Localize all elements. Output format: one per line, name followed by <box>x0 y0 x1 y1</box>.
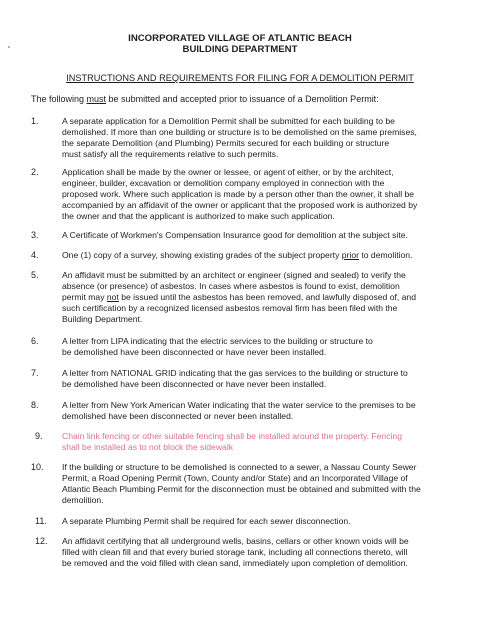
item-line: Chain link fencing or other suitable fencing shall be installed around the property. Fencing <box>62 431 402 441</box>
item-emphasis: prior <box>341 250 359 260</box>
item-line: Application shall be made by the owner or lessee, or agent of either, or by the architect, <box>62 167 394 177</box>
list-item <box>62 336 468 358</box>
item-line: Building Department. <box>62 314 143 324</box>
item-line: demolished. If more than one building or structure is to be demolished on the same premises, <box>62 127 417 137</box>
item-number: 11. <box>35 516 47 526</box>
intro-text <box>31 94 461 105</box>
document-title: INSTRUCTIONS AND REQUIREMENTS FOR FILING FOR A DEMOLITION PERMIT <box>66 73 414 83</box>
item-number: 1. <box>31 116 39 126</box>
item-number: 7. <box>31 368 39 378</box>
item-emphasis: not <box>106 292 119 302</box>
list-item <box>62 270 468 325</box>
item-line <box>62 250 468 261</box>
item-line: the owner and that the applicant is authorized to make such application. <box>62 211 335 221</box>
item-line: be removed and the void filled with clean sand, immediately upon completion of demolition. <box>62 558 408 568</box>
list-item <box>62 250 468 261</box>
item-text: be issued until the asbestos has been removed, and lawfully disposed of, and <box>118 292 416 302</box>
item-number: 2. <box>31 167 39 177</box>
list-item <box>62 516 468 527</box>
list-item <box>62 167 468 222</box>
item-line: demolished have been disconnected or never been installed. <box>62 411 294 421</box>
item-line: be demolished have been disconnected or have never been installed. <box>62 347 327 357</box>
list-item <box>62 116 468 160</box>
item-line: A separate application for a Demolition Permit shall be submitted for each building to be <box>62 116 395 126</box>
intro-emphasis: must <box>86 94 107 104</box>
item-line: A letter from NATIONAL GRID indicating that the gas services to the building or structure to <box>62 368 408 378</box>
item-line: Atlantic Beach Plumbing Permit for the disconnection must be obtained and submitted with the <box>62 484 421 494</box>
item-line: absence (or presence) of asbestos. In cases where asbestos is found to exist, demolition <box>62 281 400 291</box>
header-organization: INCORPORATED VILLAGE OF ATLANTIC BEACH <box>128 33 352 44</box>
item-number: 8. <box>31 400 39 410</box>
item-line: engineer, builder, excavation or demolition company employed in connection with the <box>62 178 385 188</box>
item-line: accompanied by an affidavit of the owner or applicant that the proposed work is authorized by <box>62 200 418 210</box>
item-line: such certification by a recognized licensed asbestos removal firm has been filed with the <box>62 303 398 313</box>
item-line: the separate Demolition (and Plumbing) Permits secured for each building or structure <box>62 138 390 148</box>
list-item <box>62 536 468 569</box>
item-line: be demolished have been disconnected or have never been installed. <box>62 379 327 389</box>
item-line: must satisfy all the requirements relative to such permits. <box>62 149 279 159</box>
list-item <box>62 368 468 390</box>
item-number: 9. <box>35 431 43 441</box>
item-line: A letter from LIPA indicating that the electric services to the building or structure to <box>62 336 373 346</box>
item-line: If the building or structure to be demolished is connected to a sewer, a Nassau County Sewer <box>62 462 417 472</box>
item-line: A Certificate of Workmen's Compensation Insurance good for demolition at the subject site. <box>62 230 408 240</box>
list-item <box>62 230 468 241</box>
item-number: 10. <box>31 462 44 472</box>
item-line: proposed work. Where such application is made by a person other than the owner, it shall be <box>62 189 415 199</box>
list-item-highlighted <box>62 431 468 453</box>
item-line: filled with clean fill and that every buried storage tank, including all connections thereto, will <box>62 547 408 557</box>
header-department: BUILDING DEPARTMENT <box>182 44 298 55</box>
item-line <box>62 292 468 303</box>
list-item <box>62 400 468 422</box>
item-number: 3. <box>31 230 39 240</box>
item-text: to demolition. <box>358 250 413 260</box>
item-line: demolition. <box>62 495 104 505</box>
intro-pre: The following <box>31 94 87 104</box>
item-line: A letter from New York American Water indicating that the water service to the premises to be <box>62 400 416 410</box>
intro-post: be submitted and accepted prior to issuance of a Demolition Permit: <box>106 94 379 104</box>
item-number: 5. <box>31 270 39 280</box>
item-line: Permit, a Road Opening Permit (Town, County and/or State) and an Incorporated Village of <box>62 473 408 483</box>
item-number: 12. <box>35 536 48 546</box>
item-line: An affidavit certifying that all underground wells, basins, cellars or other known voids will be <box>62 536 409 546</box>
item-line: A separate Plumbing Permit shall be required for each sewer disconnection. <box>62 516 351 526</box>
item-line: An affidavit must be submitted by an architect or engineer (signed and sealed) to verify the <box>62 270 406 280</box>
item-line: shall be installed as to not block the sidewalk <box>62 442 234 452</box>
item-text: One (1) copy of a survey, showing existing grades of the subject property <box>62 250 342 260</box>
item-number: 4. <box>31 250 39 260</box>
list-item <box>62 462 468 506</box>
item-number: 6. <box>31 336 39 346</box>
item-text: permit may <box>62 292 107 302</box>
